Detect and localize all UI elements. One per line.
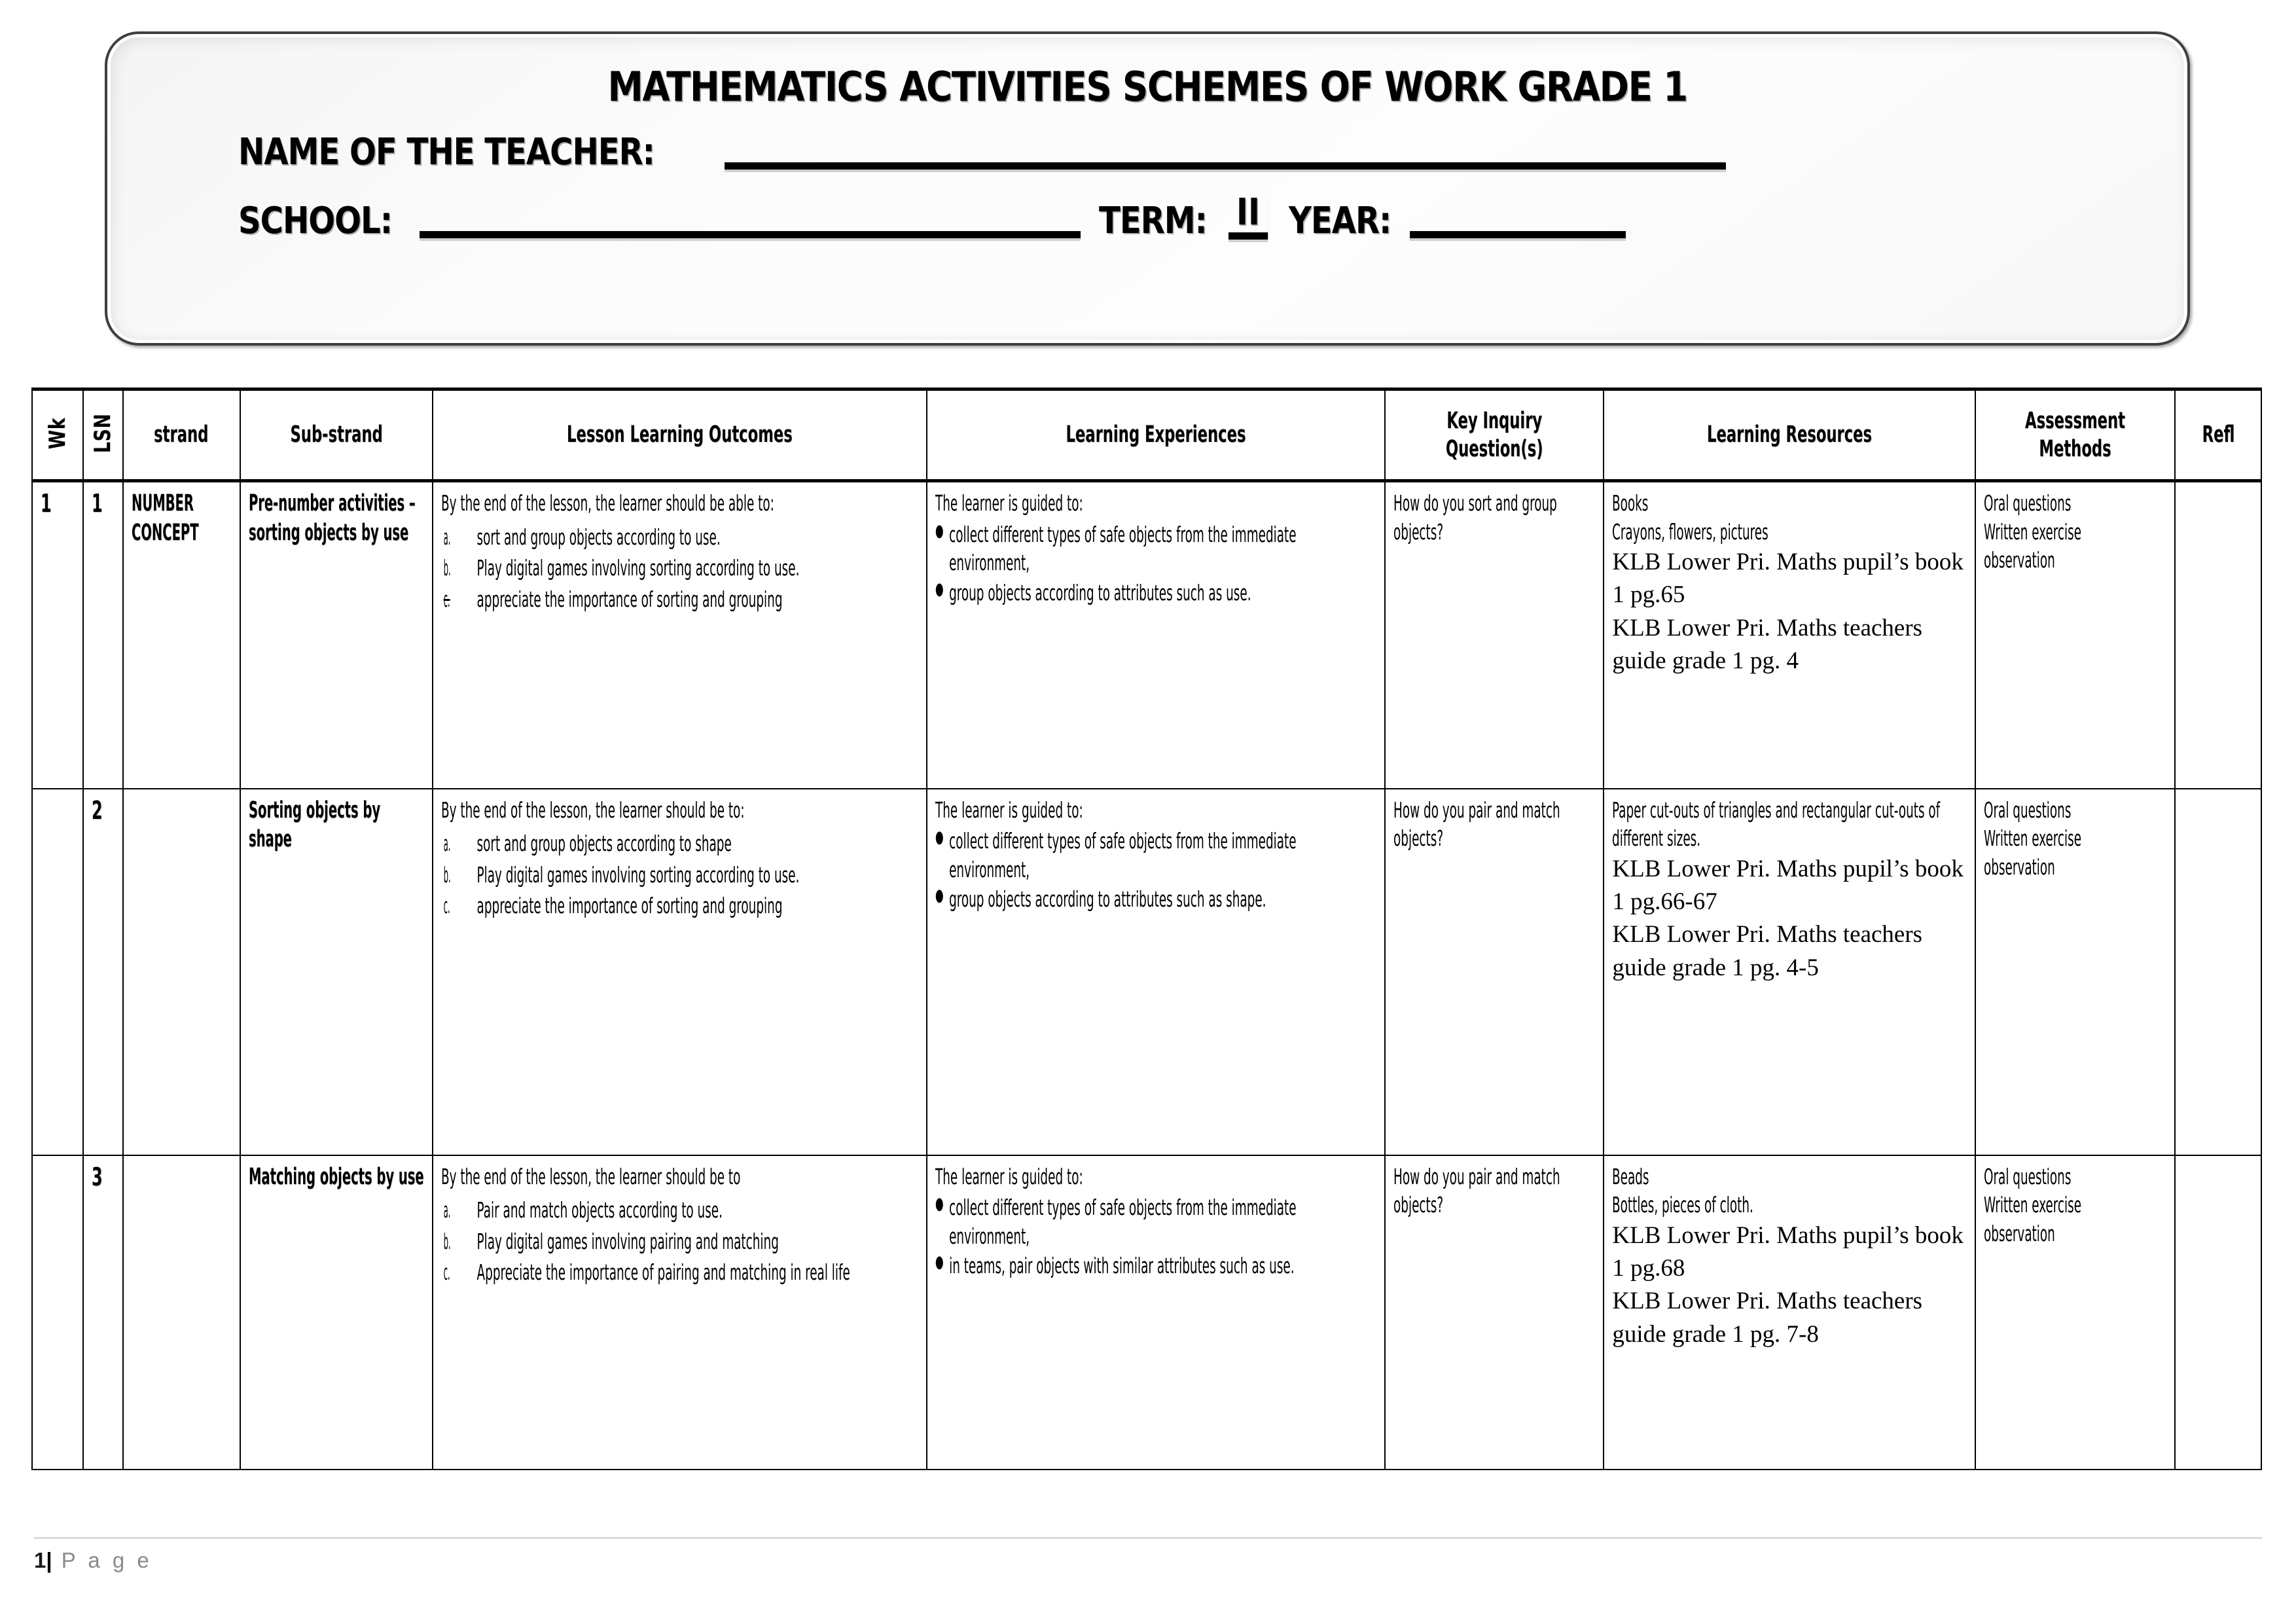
cell-assessment — [1975, 1155, 2175, 1470]
footer-separator: | — [46, 1548, 52, 1572]
experiences-list — [935, 520, 1375, 607]
table-body — [32, 481, 2261, 1470]
page-footer — [34, 1537, 2262, 1573]
assessment-item: Oral questions — [1984, 797, 2072, 823]
week-number: 1 — [41, 489, 52, 518]
page-title: MATHEMATICS ACTIVITIES SCHEMES OF WORK GRADE 1 — [607, 63, 1687, 111]
table-header — [32, 389, 2261, 481]
resource-item: Paper cut-outs of triangles and rectangular cut-outs of different sizes. — [1612, 797, 1941, 852]
schemes-of-work-table — [31, 388, 2262, 1470]
footer-text — [34, 1548, 152, 1572]
cell-lesson — [83, 1155, 123, 1470]
col-header-strand-label: strand — [154, 422, 209, 448]
cell-inquiry — [1385, 481, 1604, 789]
resource-item: Books — [1612, 490, 1649, 516]
cell-substrand — [240, 789, 433, 1155]
resource-item: Beads — [1612, 1163, 1649, 1189]
outcomes-list — [441, 1196, 918, 1287]
teacher-name-input[interactable] — [725, 139, 1726, 170]
col-header-wk-label: Wk — [44, 417, 71, 450]
assessment-item: Written exercise — [1984, 518, 2082, 545]
resource-reference: KLB Lower Pri. Maths pupil’s book 1 pg.65 — [1612, 549, 1964, 609]
col-header-lsn-label: LSN — [90, 413, 117, 454]
outcome-item: Appreciate the importance of pairing and matching in real life — [476, 1259, 850, 1286]
year-input[interactable] — [1410, 208, 1626, 238]
experience-item: ● in teams, pair objects with similar attributes such as use. — [935, 1252, 1375, 1280]
col-header-substrand-label: Sub-strand — [290, 422, 383, 448]
table-row — [32, 1155, 2261, 1470]
outcome-item: Play digital games involving sorting according to use. — [476, 555, 800, 581]
assessment-item: Oral questions — [1984, 1163, 2072, 1189]
cell-assessment — [1975, 789, 2175, 1155]
experience-item: ● collect different types of safe objects from the immediate environment, — [935, 520, 1375, 577]
cell-outcomes — [433, 481, 927, 789]
lesson-number: 1 — [91, 489, 103, 518]
outcomes-lead: By the end of the lesson, the learner should be to — [441, 1163, 741, 1189]
resource-reference: KLB Lower Pri. Maths pupil’s book 1 pg.66-67 — [1612, 855, 1964, 915]
resource-reference: KLB Lower Pri. Maths teachers guide grade 1 pg. 7-8 — [1612, 1288, 1923, 1348]
assessment-item: Written exercise — [1984, 1192, 2082, 1218]
col-header-assessment — [1975, 389, 2175, 481]
assessment-item: Written exercise — [1984, 825, 2082, 852]
col-header-wk — [32, 389, 83, 481]
col-header-refl — [2175, 389, 2261, 481]
outcome-item: sort and group objects according to shape — [476, 831, 732, 857]
col-header-refl-label: Refl — [2202, 422, 2235, 448]
outcome-item: Pair and match objects according to use. — [476, 1197, 723, 1223]
col-header-experiences — [927, 389, 1385, 481]
outcome-item: appreciate the importance of sorting and grouping — [476, 586, 783, 612]
cell-strand — [123, 1155, 240, 1470]
resource-item: Bottles, pieces of cloth. — [1612, 1192, 1754, 1218]
header-inner — [107, 34, 2187, 343]
cell-assessment — [1975, 481, 2175, 789]
substrand-text: Sorting objects by shape — [248, 797, 380, 853]
cell-week — [32, 481, 83, 789]
lesson-number: 2 — [91, 795, 103, 825]
table-header-row — [32, 389, 2261, 481]
outcomes-lead: By the end of the lesson, the learner should be to: — [441, 797, 745, 823]
inquiry-question: How do you pair and match objects? — [1393, 1163, 1560, 1218]
experience-item: ● group objects according to attributes such as use. — [935, 579, 1375, 607]
year-label: YEAR: — [1288, 200, 1391, 242]
header-title-box — [105, 31, 2190, 346]
col-header-assessment-label: Assessment Methods — [2025, 407, 2126, 462]
term-value[interactable]: II — [1229, 194, 1268, 240]
outcome-item: appreciate the importance of sorting and grouping — [476, 893, 783, 919]
col-header-experiences-label: Learning Experiences — [1066, 422, 1246, 448]
footer-page-word: P a g e — [61, 1548, 152, 1572]
assessment-item: observation — [1984, 854, 2056, 880]
experiences-list — [935, 1193, 1375, 1280]
col-header-outcomes-label: Lesson Learning Outcomes — [567, 422, 793, 448]
assessment-item: observation — [1984, 547, 2056, 573]
table-row — [32, 789, 2261, 1155]
cell-week — [32, 789, 83, 1155]
cell-substrand — [240, 481, 433, 789]
cell-experiences — [927, 481, 1385, 789]
cell-resources — [1604, 481, 1975, 789]
outcome-item: Play digital games involving sorting according to use. — [476, 861, 800, 888]
cell-strand — [123, 789, 240, 1155]
experiences-lead: The learner is guided to: — [935, 490, 1084, 516]
col-header-inquiry-label: Key Inquiry Question(s) — [1445, 407, 1543, 462]
footer-page-number: 1 — [34, 1548, 46, 1572]
resource-reference: KLB Lower Pri. Maths pupil’s book 1 pg.68 — [1612, 1221, 1964, 1282]
school-term-year-field — [238, 191, 2148, 242]
cell-inquiry — [1385, 789, 1604, 1155]
outcomes-list — [441, 829, 918, 920]
experiences-lead: The learner is guided to: — [935, 797, 1084, 823]
cell-resources — [1604, 1155, 1975, 1470]
outcome-item: sort and group objects according to use. — [476, 524, 721, 550]
cell-resources — [1604, 789, 1975, 1155]
substrand-text: Matching objects by use — [248, 1163, 424, 1190]
cell-outcomes — [433, 789, 927, 1155]
col-header-strand — [123, 389, 240, 481]
school-label: SCHOOL: — [238, 200, 392, 242]
inquiry-question: How do you sort and group objects? — [1393, 490, 1557, 545]
outcomes-lead: By the end of the lesson, the learner should be able to: — [441, 490, 774, 516]
schemes-of-work-table-wrapper — [31, 388, 2262, 1470]
cell-experiences — [927, 789, 1385, 1155]
outcomes-list — [441, 523, 918, 614]
cell-strand — [123, 481, 240, 789]
experiences-list — [935, 827, 1375, 914]
school-input[interactable] — [420, 208, 1081, 238]
inquiry-question: How do you pair and match objects? — [1393, 797, 1560, 852]
teacher-name-label: NAME OF THE TEACHER: — [238, 131, 655, 173]
resource-item: Crayons, flowers, pictures — [1612, 518, 1769, 545]
cell-week — [32, 1155, 83, 1470]
cell-outcomes — [433, 1155, 927, 1470]
col-header-inquiry — [1385, 389, 1604, 481]
cell-reflection[interactable] — [2175, 789, 2261, 1155]
col-header-lsn — [83, 389, 123, 481]
experience-item: ● collect different types of safe objects from the immediate environment, — [935, 827, 1375, 884]
table-row — [32, 481, 2261, 789]
assessment-item: Oral questions — [1984, 490, 2072, 516]
substrand-text: Pre-number activities – sorting objects by use — [248, 490, 416, 546]
cell-reflection[interactable] — [2175, 1155, 2261, 1470]
col-header-resources-label: Learning Resources — [1707, 422, 1873, 448]
cell-lesson — [83, 481, 123, 789]
document-title-row — [147, 63, 2148, 111]
cell-lesson — [83, 789, 123, 1155]
outcome-item: Play digital games involving pairing and matching — [476, 1228, 780, 1254]
col-header-outcomes — [433, 389, 927, 481]
teacher-name-field — [238, 131, 2148, 173]
resource-reference: KLB Lower Pri. Maths teachers guide grade 1 pg. 4 — [1612, 614, 1923, 675]
col-header-substrand — [240, 389, 433, 481]
term-label: TERM: — [1099, 200, 1208, 242]
cell-reflection[interactable] — [2175, 481, 2261, 789]
experience-item: ● collect different types of safe objects from the immediate environment, — [935, 1193, 1375, 1250]
assessment-item: observation — [1984, 1220, 2056, 1246]
lesson-number: 3 — [91, 1162, 103, 1191]
strand-text: NUMBER CONCEPT — [131, 490, 199, 546]
resource-reference: KLB Lower Pri. Maths teachers guide grade 1 pg. 4-5 — [1612, 921, 1923, 981]
cell-substrand — [240, 1155, 433, 1470]
col-header-resources — [1604, 389, 1975, 481]
cell-experiences — [927, 1155, 1385, 1470]
cell-inquiry — [1385, 1155, 1604, 1470]
experiences-lead: The learner is guided to: — [935, 1163, 1084, 1189]
experience-item: ● group objects according to attributes such as shape. — [935, 885, 1375, 914]
